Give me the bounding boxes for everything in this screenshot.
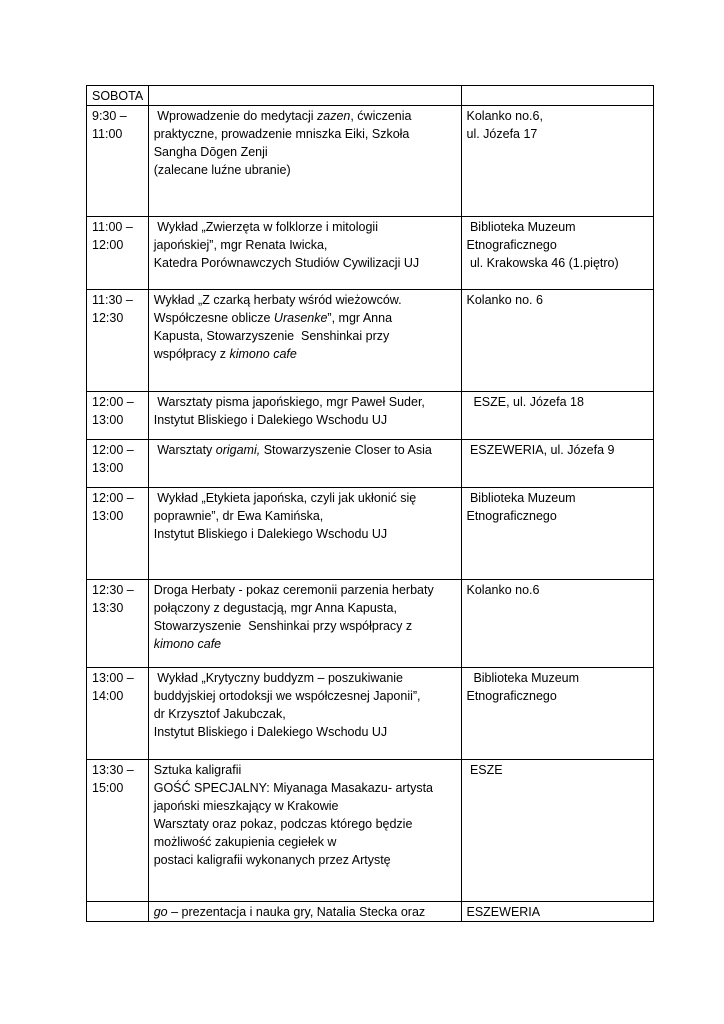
description-line	[154, 309, 455, 327]
description-line	[154, 833, 455, 851]
description-line	[154, 669, 455, 687]
description-text: Warsztaty oraz pokaz, podczas którego będzie	[153, 817, 413, 831]
day-label: SOBOTA	[87, 86, 149, 106]
description-text: Wykład „Krytyczny buddyzm – poszukiwanie	[153, 671, 404, 685]
location-line: Etnograficznego	[466, 238, 557, 252]
location-line: Etnograficznego	[466, 689, 557, 703]
description-line	[154, 161, 455, 179]
location-line: Biblioteka Muzeum	[466, 491, 576, 505]
time-line: 12:00 –	[92, 395, 134, 409]
time-line: 15:00	[92, 781, 124, 795]
description-italic-text: kimono cafe	[153, 637, 222, 651]
location-line: ESZE, ul. Józefa 18	[466, 395, 584, 409]
description-text: (zalecane luźne ubranie)	[153, 163, 291, 177]
description-text: Wykład „Zwierzęta w folklorze i mitologii	[153, 220, 378, 234]
event-description-cell	[148, 290, 461, 392]
description-line	[154, 761, 455, 779]
description-line	[154, 236, 455, 254]
description-text: poprawnie”, dr Ewa Kamińska,	[153, 509, 324, 523]
description-line	[154, 617, 455, 635]
description-text: Warsztaty pisma japońskiego, mgr Paweł Suder,	[153, 395, 425, 409]
description-text: Instytut Bliskiego i Dalekiego Wschodu UJ	[153, 527, 388, 541]
event-description-cell	[148, 580, 461, 668]
schedule-row	[87, 668, 654, 760]
location-cell	[461, 440, 654, 488]
location-cell	[461, 106, 654, 217]
location-cell	[461, 488, 654, 580]
description-line	[154, 581, 455, 599]
time-line: 12:00 –	[92, 491, 134, 505]
description-text: Instytut Bliskiego i Dalekiego Wschodu UJ	[153, 413, 388, 427]
time-cell	[87, 760, 149, 902]
description-italic-text: go	[153, 905, 168, 919]
time-line: 13:00	[92, 461, 124, 475]
time-line: 11:00	[92, 127, 123, 141]
location-line: Etnograficznego	[466, 509, 557, 523]
event-description-cell	[148, 217, 461, 290]
description-line	[154, 635, 455, 653]
time-cell	[87, 440, 149, 488]
schedule-row	[87, 440, 654, 488]
description-line	[154, 599, 455, 617]
day-header-empty-cell	[148, 86, 461, 106]
description-text: Katedra Porównawczych Studiów Cywilizacji UJ	[153, 256, 420, 270]
location-line: ul. Krakowska 46 (1.piętro)	[466, 256, 619, 270]
description-italic-text: zazen	[317, 109, 351, 123]
day-header-empty-cell	[461, 86, 654, 106]
schedule-row	[87, 106, 654, 217]
location-cell	[461, 217, 654, 290]
description-text: , ćwiczenia	[350, 109, 412, 123]
schedule-row	[87, 760, 654, 902]
location-cell	[461, 668, 654, 760]
event-description-cell	[148, 760, 461, 902]
time-cell	[87, 392, 149, 440]
description-italic-text: origami,	[215, 443, 261, 457]
description-text: Kapusta, Stowarzyszenie Senshinkai przy	[153, 329, 390, 343]
description-text: buddyjskiej ortodoksji we współczesnej Japonii”,	[153, 689, 421, 703]
description-text: postaci kaligrafii wykonanych przez Artystę	[153, 853, 391, 867]
description-line	[154, 815, 455, 833]
description-line	[154, 705, 455, 723]
description-text: japońskiej”, mgr Renata Iwicka,	[153, 238, 328, 252]
description-line	[154, 489, 455, 507]
schedule-body	[87, 86, 654, 922]
day-header-row	[87, 86, 654, 106]
description-line	[154, 107, 455, 125]
description-italic-text: kimono cafe	[229, 347, 297, 361]
location-cell	[461, 760, 654, 902]
description-line	[154, 723, 455, 741]
description-line	[154, 254, 455, 272]
event-description-cell	[148, 668, 461, 760]
time-line: 12:30 –	[92, 583, 134, 597]
location-line: ESZE	[466, 763, 503, 777]
time-cell	[87, 488, 149, 580]
description-line	[154, 779, 455, 797]
time-line: 12:00 –	[92, 443, 134, 457]
time-cell	[87, 902, 149, 922]
description-line	[154, 125, 455, 143]
schedule-row	[87, 290, 654, 392]
time-line: 13:30 –	[92, 763, 134, 777]
schedule-table	[86, 85, 654, 922]
location-line: ESZEWERIA, ul. Józefa 9	[466, 443, 615, 457]
description-text: Droga Herbaty - pokaz ceremonii parzenia herbaty	[153, 583, 434, 597]
description-line	[154, 507, 455, 525]
location-line: Kolanko no.6,	[466, 109, 543, 123]
description-text: Wprowadzenie do medytacji	[153, 109, 317, 123]
description-line	[154, 525, 455, 543]
description-text: Stowarzyszenie Closer to Asia	[260, 443, 432, 457]
location-line: Biblioteka Muzeum	[466, 220, 576, 234]
description-line	[154, 441, 455, 459]
description-text: współpracy z	[153, 347, 230, 361]
description-text: Warsztaty	[153, 443, 216, 457]
schedule-row	[87, 580, 654, 668]
event-description-cell	[148, 106, 461, 217]
event-description-cell	[148, 440, 461, 488]
time-line: 9:30 –	[92, 109, 127, 123]
time-line: 12:30	[92, 311, 124, 325]
description-text: praktyczne, prowadzenie mniszka Eiki, Szkoła	[153, 127, 410, 141]
description-line	[154, 345, 455, 363]
description-line	[154, 797, 455, 815]
location-cell	[461, 902, 654, 922]
description-line	[154, 143, 455, 161]
description-text: ”, mgr Anna	[327, 311, 393, 325]
description-text: możliwość zakupienia cegiełek w	[153, 835, 337, 849]
time-cell	[87, 290, 149, 392]
event-description-cell	[148, 392, 461, 440]
time-line: 14:00	[92, 689, 124, 703]
time-line: 13:00 –	[92, 671, 134, 685]
description-line	[154, 411, 455, 429]
description-line	[154, 327, 455, 345]
time-cell	[87, 580, 149, 668]
time-line: 12:00	[92, 238, 124, 252]
location-line: ul. Józefa 17	[466, 127, 538, 141]
description-line	[154, 291, 455, 309]
description-line	[154, 903, 455, 921]
time-line: 11:30 –	[92, 293, 133, 307]
event-description-cell	[148, 902, 461, 922]
description-text: połączony z degustacją, mgr Anna Kapusta,	[153, 601, 397, 615]
description-line	[154, 687, 455, 705]
description-line	[154, 393, 455, 411]
location-line: Biblioteka Muzeum	[466, 671, 580, 685]
location-line: ESZEWERIA	[466, 905, 541, 919]
time-line: 13:30	[92, 601, 124, 615]
time-line: 13:00	[92, 413, 124, 427]
time-line: 13:00	[92, 509, 124, 523]
description-text: GOŚĆ SPECJALNY: Miyanaga Masakazu- artysta	[153, 781, 433, 795]
location-line: Kolanko no.6	[466, 583, 540, 597]
time-line: 11:00 –	[92, 220, 133, 234]
location-line: Kolanko no. 6	[466, 293, 543, 307]
description-italic-text: Urasenke	[273, 311, 328, 325]
schedule-row	[87, 217, 654, 290]
schedule-row	[87, 488, 654, 580]
location-cell	[461, 580, 654, 668]
time-cell	[87, 106, 149, 217]
description-line	[154, 851, 455, 869]
description-text: japoński mieszkający w Krakowie	[153, 799, 339, 813]
description-text: Wykład „Z czarką herbaty wśród wieżowców.	[153, 293, 402, 307]
description-text: Sangha Dōgen Zenji	[153, 145, 268, 159]
description-text: Stowarzyszenie Senshinkai przy współpracy z	[153, 619, 413, 633]
description-line	[154, 218, 455, 236]
schedule-row	[87, 902, 654, 922]
location-cell	[461, 290, 654, 392]
description-text: Instytut Bliskiego i Dalekiego Wschodu UJ	[153, 725, 388, 739]
time-cell	[87, 668, 149, 760]
description-text: – prezentacja i nauka gry, Natalia Stecka oraz	[167, 905, 426, 919]
description-text: Współczesne oblicze	[153, 311, 274, 325]
description-text: Wykład „Etykieta japońska, czyli jak ukłonić się	[153, 491, 417, 505]
description-text: Sztuka kaligrafii	[153, 763, 242, 777]
location-cell	[461, 392, 654, 440]
description-text: dr Krzysztof Jakubczak,	[153, 707, 286, 721]
event-description-cell	[148, 488, 461, 580]
schedule-row	[87, 392, 654, 440]
time-cell	[87, 217, 149, 290]
